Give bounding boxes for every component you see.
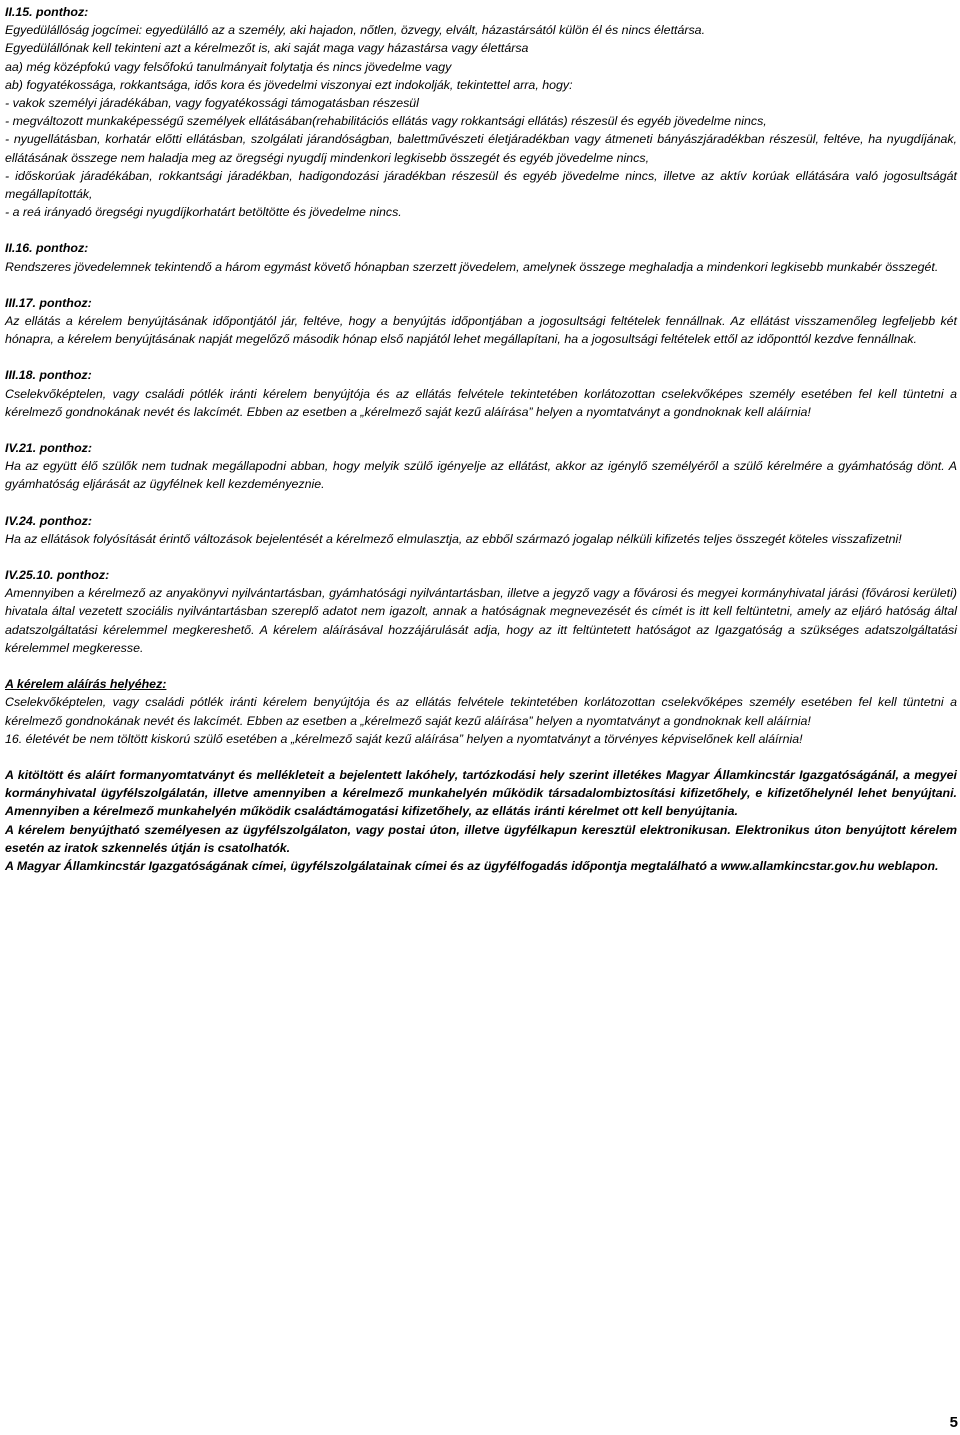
closing-paragraph: A kitöltött és aláírt formanyomtatványt és mellékleteit a bejelentett lakóhely, tartózkodási hely szerint illetékes Magyar Államkincstár Igazgatóságánál, a megyei kormányhivatal ügyfélszolgálatán, illetve amennyiben a kérelmező munkahelyén működik társadalombiztosítási kifizetőhely, e kifizetőhelynél lehet benyújtani. Amennyiben a kérelmező munkahelyén működik családtámogatási kifizetőhely, az ellátás iránti kérelmet ott kell benyújtania. xyxy=(5,767,957,819)
section-heading-IV-24: IV.24. ponthoz: xyxy=(5,513,92,528)
text-line: - megváltozott munkaképességű személyek ellátásában(rehabilitációs ellátás vagy rokkantsági ellátás) részesül és egyéb jövedelme nincs, xyxy=(5,114,767,129)
section-text: 16. életévét be nem töltött kiskorú szülő esetében a „kérelmező saját kezű aláírása” helyen a nyomtatványt a törvényes képviselőnek kell aláírnia! xyxy=(5,731,803,746)
section-text: Amennyiben a kérelmező az anyakönyvi nyilvántartásban, gyámhatósági nyilvántartásban, illetve a jegyző vagy a fővárosi és megyei kormányhivatal járási (fővárosi kerületi) hivatala által vezetett szociális nyilvántartásban szereplő adatot nem igazolt, annak a hatóságnak megnevezését és címét is itt kell feltüntetni, amely az eljáró hatóság által adatszolgáltatási kérelemmel megkereshető. A kérelem aláírásával hozzájárulását adja, hogy az itt feltüntetett hatóságot az Igazgatóság a szükséges adatszolgáltatási kérelemmel megkeresse. xyxy=(5,586,957,655)
section-text: Az ellátás a kérelem benyújtásának időpontjától jár, feltéve, hogy a benyújtás időpontjában a jogosultsági feltételek fennállnak. Az ellátást visszamenőleg legfeljebb két hónapra, a kérelem benyújtásának napját megelőző második hónap első napjától lehet megállapítani, ha a jogosultsági feltételek ettől az időponttól kezdve fennállnak. xyxy=(5,314,957,347)
section-text: Ha az ellátások folyósítását érintő változások bejelentését a kérelmező elmulasztja, az ebből származó jogalap nélküli kifizetés teljes összegét köteles visszafizetni! xyxy=(5,531,902,546)
section-text: Rendszeres jövedelemnek tekintendő a három egymást követő hónapban szerzett jövedelem, amelynek összege meghaladja a mindenkori legkisebb munkabér összegét. xyxy=(5,259,939,274)
text-paragraph: - időskorúak járadékában, rokkantsági járadékban, hadigondozási járadékban részesül és egyéb jövedelme nincs, illetve az aktív korúak ellátására való jogosultságát megállapították, xyxy=(5,168,957,202)
section-text: Ha az együtt élő szülők nem tudnak megállapodni abban, hogy melyik szülő igényelje az ellátást, akkor az igénylő személyéről a szülő kérelmére a gyámhatóság dönt. A gyámhatóság eljárását az ügyfélnek kell kezdeményeznie. xyxy=(5,459,957,492)
closing-paragraph: A kérelem benyújtható személyesen az ügyfélszolgálaton, vagy postai úton, illetve ügyfélkapun keresztül elektronikusan. Elektronikus úton benyújtott kérelem esetén az iratok szkennelés útján is csatolhatók. xyxy=(5,822,957,855)
text-line: ab) fogyatékossága, rokkantsága, idős kora és jövedelmi viszonyai ezt indokolják, tekintettel arra, hogy: xyxy=(5,77,573,92)
text-line: - vakok személyi járadékában, vagy fogyatékossági támogatásban részesül xyxy=(5,96,419,111)
section-heading-IV-21: IV.21. ponthoz: xyxy=(5,441,92,456)
text-line: - a reá irányadó öregségi nyugdíjkorhatárt betöltötte és jövedelme nincs. xyxy=(5,205,402,220)
closing-paragraph: A Magyar Államkincstár Igazgatóságának címei, ügyfélszolgálatainak címei és az ügyfélfogadás időpontja megtalálható a www.allamkincstar.gov.hu weblapon. xyxy=(5,858,939,873)
section-heading-III-18: III.18. ponthoz: xyxy=(5,368,92,383)
section-heading-II-16: II.16. ponthoz: xyxy=(5,241,89,256)
section-text: Cselekvőképtelen, vagy családi pótlék iránti kérelem benyújtója és az ellátás felvétele tekintetében korlátozottan cselekvőképes személy esetében fel kell tüntetni a kérelmező gondnokának nevét és lakcímét. Ebben az esetben a „kérelmező saját kezű aláírása” helyen a nyomtatványt a gondnoknak kell aláírnia! xyxy=(5,386,957,419)
page-number: 5 xyxy=(949,1414,958,1431)
text-line: Egyedülállónak kell tekinteni azt a kérelmezőt is, aki saját maga vagy házastársa vagy élettársa xyxy=(5,41,529,56)
document-page xyxy=(5,3,957,875)
section-text: Cselekvőképtelen, vagy családi pótlék iránti kérelem benyújtója és az ellátás felvétele tekintetében korlátozottan cselekvőképes személy esetében fel kell tüntetni a kérelmező gondnokának nevét és lakcímét. Ebben az esetben a „kérelmező saját kezű aláírása” helyen a nyomtatványt a gondnoknak kell aláírnia! xyxy=(5,695,957,728)
section-heading-IV-25-10: IV.25.10. ponthoz: xyxy=(5,568,110,583)
text-paragraph: - nyugellátásban, korhatár előtti ellátásban, szolgálati járandóságban, balettművészeti életjáradékban vagy átmeneti bányászjáradékban részesül, feltéve, ha nyugdíjának, ellátásának összege nem haladja meg az öregségi nyugdíj mindenkori legkisebb összegét és egyéb jövedelme nincs, xyxy=(5,132,957,165)
text-line: aa) még középfokú vagy felsőfokú tanulmányait folytatja és nincs jövedelme vagy xyxy=(5,59,452,74)
section-heading-signature: A kérelem aláírás helyéhez: xyxy=(5,677,167,692)
spacer xyxy=(5,748,957,766)
section-heading-III-17: III.17. ponthoz: xyxy=(5,295,92,310)
text-line: Egyedülállóság jogcímei: egyedülálló az a személy, aki hajadon, nőtlen, özvegy, elvált, házastársától külön él és nincs élettársa. xyxy=(5,23,706,38)
section-heading-II-15: II.15. ponthoz: xyxy=(5,5,89,19)
